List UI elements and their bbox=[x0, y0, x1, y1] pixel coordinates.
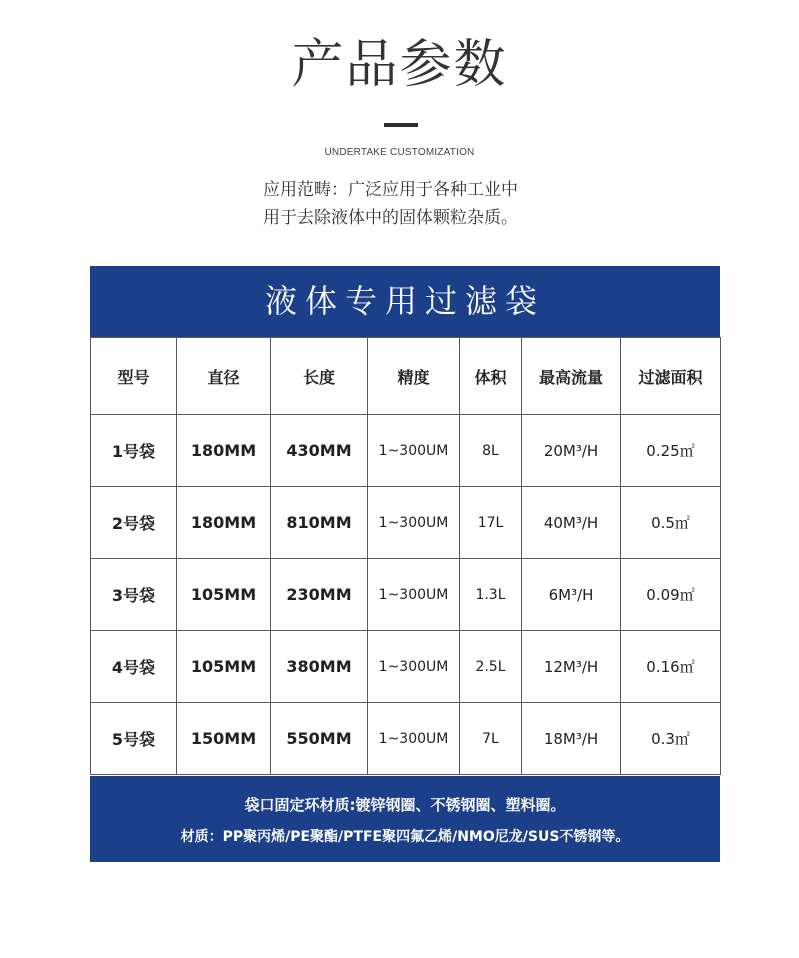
cell-diameter: 180MM bbox=[177, 487, 271, 559]
cell-volume: 8L bbox=[460, 415, 522, 487]
header-volume: 体积 bbox=[460, 338, 522, 415]
cell-model: 2号袋 bbox=[91, 487, 177, 559]
cell-diameter: 105MM bbox=[177, 631, 271, 703]
header-diameter: 直径 bbox=[177, 338, 271, 415]
table-row bbox=[91, 415, 721, 487]
cell-max-flow: 12M³/H bbox=[522, 631, 621, 703]
header-filter-area: 过滤面积 bbox=[621, 338, 721, 415]
cell-model: 5号袋 bbox=[91, 703, 177, 775]
material-notes bbox=[90, 776, 720, 862]
table-row bbox=[91, 703, 721, 775]
spec-card bbox=[90, 266, 720, 862]
cell-max-flow: 20M³/H bbox=[522, 415, 621, 487]
cell-model: 1号袋 bbox=[91, 415, 177, 487]
page-title: 产品参数 bbox=[291, 35, 508, 95]
bag-material-note: 材质：PP聚丙烯/PE聚酯/PTFE聚四氟乙烯/NMO尼龙/SUS不锈钢等。 bbox=[180, 829, 630, 845]
cell-length: 230MM bbox=[271, 559, 368, 631]
header-max-flow: 最高流量 bbox=[522, 338, 621, 415]
table-row bbox=[91, 631, 721, 703]
table-header-row bbox=[91, 338, 721, 415]
cell-precision: 1~300UM bbox=[368, 487, 460, 559]
cell-diameter: 105MM bbox=[177, 559, 271, 631]
cell-precision: 1~300UM bbox=[368, 631, 460, 703]
cell-volume: 17L bbox=[460, 487, 522, 559]
cell-precision: 1~300UM bbox=[368, 559, 460, 631]
cell-volume: 7L bbox=[460, 703, 522, 775]
header-length: 长度 bbox=[271, 338, 368, 415]
header-precision: 精度 bbox=[368, 338, 460, 415]
cell-max-flow: 6M³/H bbox=[522, 559, 621, 631]
cell-precision: 1~300UM bbox=[368, 703, 460, 775]
cell-filter-area: 0.25㎡ bbox=[621, 415, 721, 487]
cell-length: 430MM bbox=[271, 415, 368, 487]
table-row bbox=[91, 487, 721, 559]
cell-volume: 2.5L bbox=[460, 631, 522, 703]
description bbox=[263, 176, 518, 232]
cell-diameter: 180MM bbox=[177, 415, 271, 487]
cell-filter-area: 0.16㎡ bbox=[621, 631, 721, 703]
cell-length: 810MM bbox=[271, 487, 368, 559]
ring-material-note: 袋口固定环材质:镀锌钢圈、不锈钢圈、塑料圈。 bbox=[244, 796, 566, 814]
spec-table bbox=[90, 337, 721, 775]
page-subtitle: UNDERTAKE CUSTOMIZATION bbox=[324, 147, 475, 158]
table-row bbox=[91, 559, 721, 631]
description-line-1: 应用范畴：广泛应用于各种工业中 bbox=[263, 180, 518, 200]
cell-max-flow: 40M³/H bbox=[522, 487, 621, 559]
table-title: 液体专用过滤袋 bbox=[90, 266, 720, 337]
description-line-2: 用于去除液体中的固体颗粒杂质。 bbox=[263, 208, 518, 228]
cell-volume: 1.3L bbox=[460, 559, 522, 631]
cell-filter-area: 0.3㎡ bbox=[621, 703, 721, 775]
title-divider bbox=[384, 123, 418, 127]
cell-length: 550MM bbox=[271, 703, 368, 775]
cell-filter-area: 0.5㎡ bbox=[621, 487, 721, 559]
cell-diameter: 150MM bbox=[177, 703, 271, 775]
cell-precision: 1~300UM bbox=[368, 415, 460, 487]
header-model: 型号 bbox=[91, 338, 177, 415]
cell-model: 3号袋 bbox=[91, 559, 177, 631]
cell-filter-area: 0.09㎡ bbox=[621, 559, 721, 631]
cell-length: 380MM bbox=[271, 631, 368, 703]
cell-model: 4号袋 bbox=[91, 631, 177, 703]
cell-max-flow: 18M³/H bbox=[522, 703, 621, 775]
